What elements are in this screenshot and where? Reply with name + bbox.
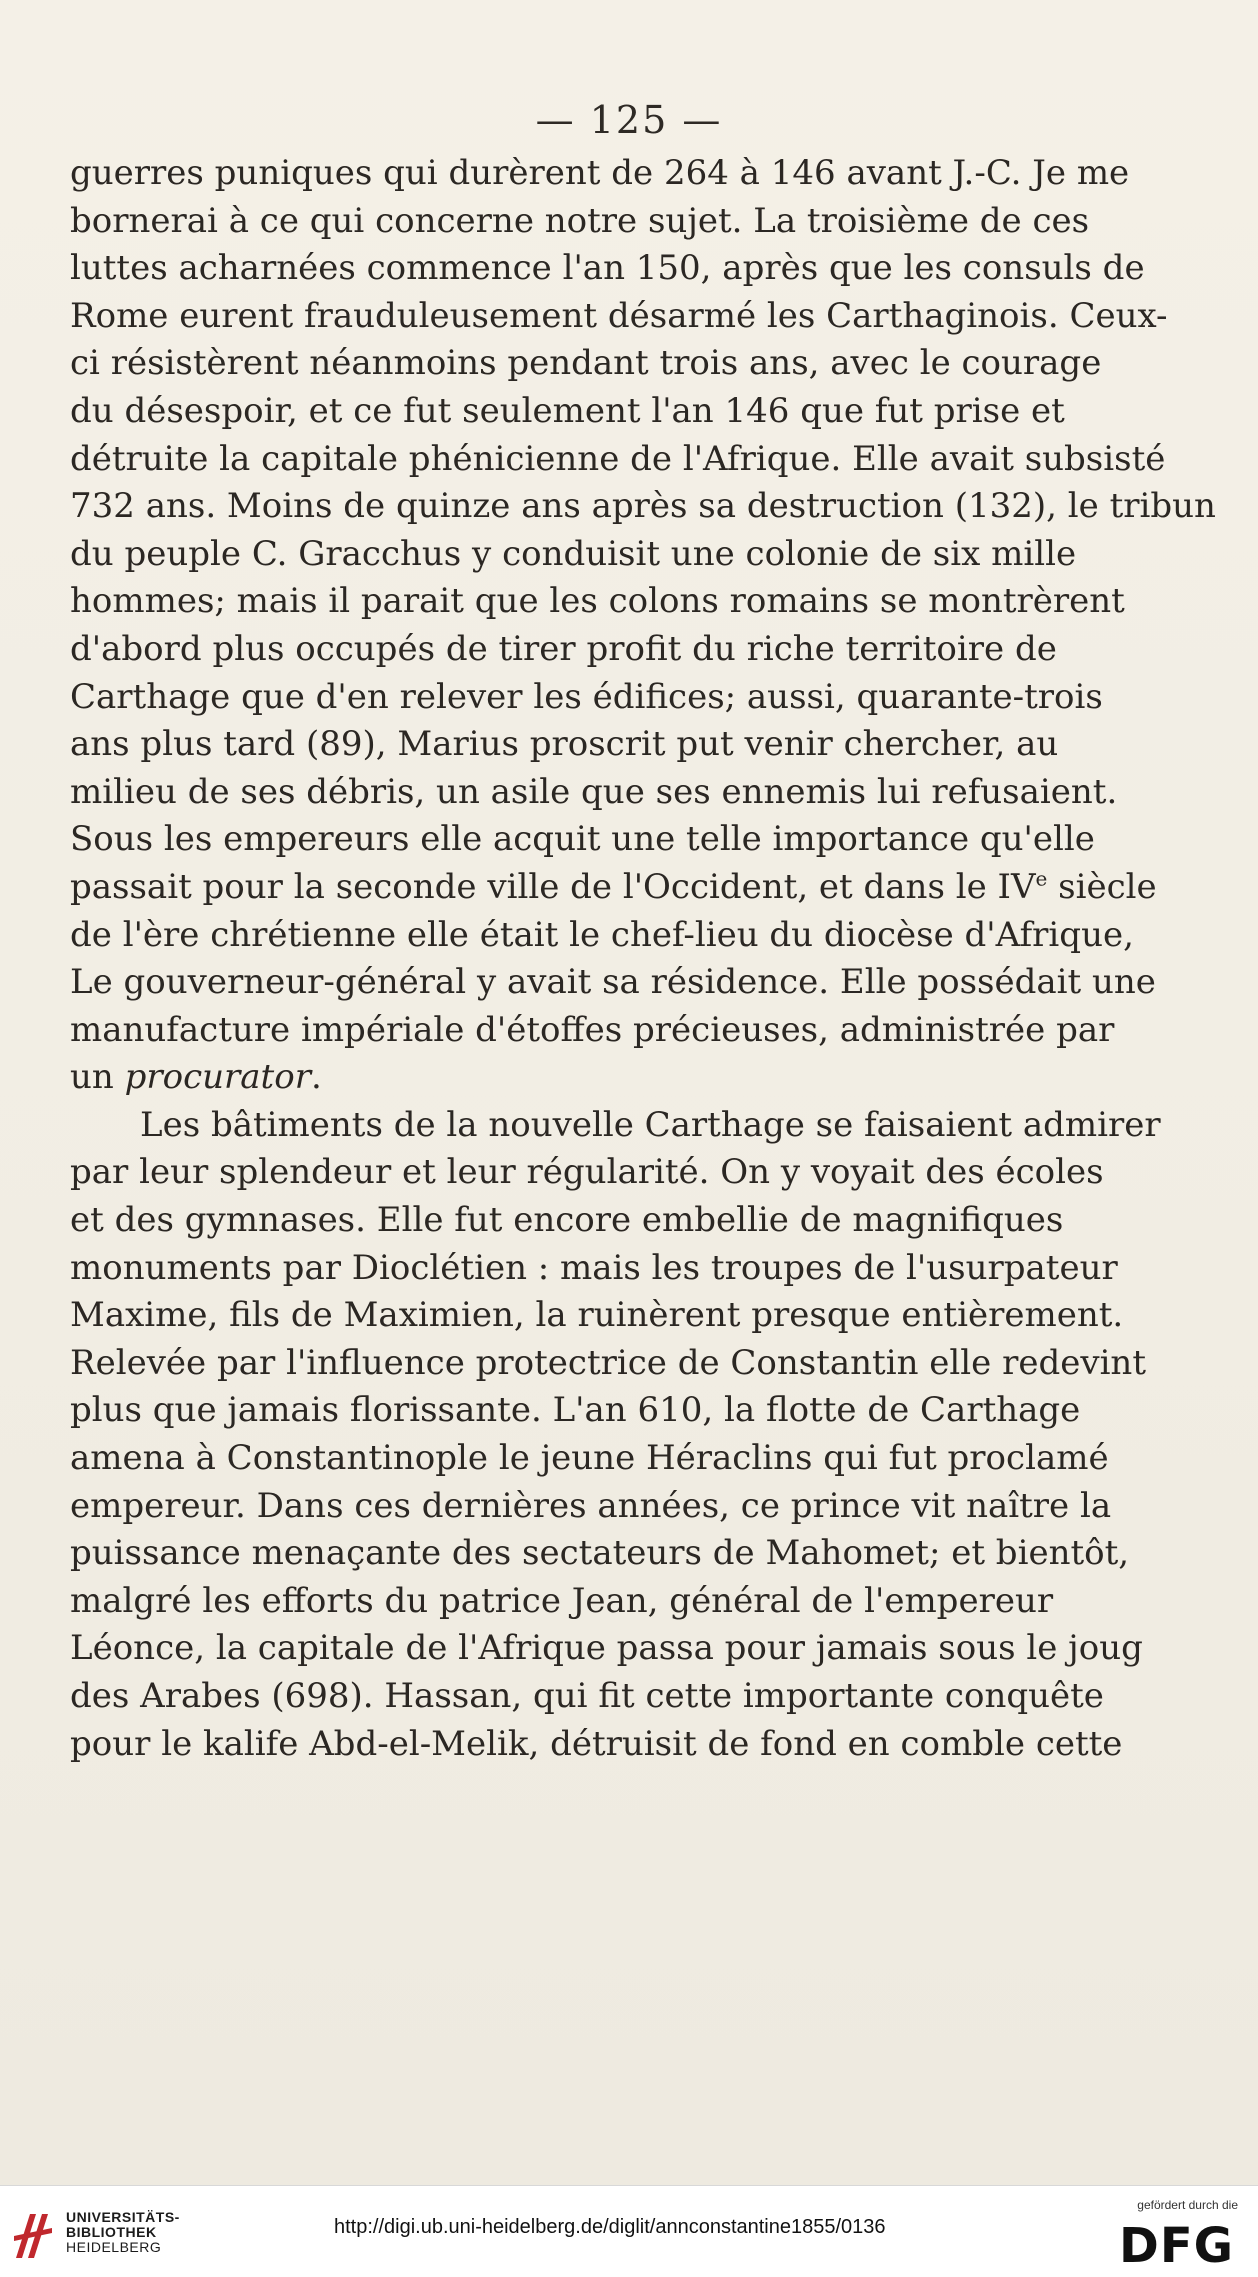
text-line-paragraph-start: Les bâtiments de la nouvelle Carthage se faisaient admirer bbox=[140, 1104, 1161, 1145]
body-text bbox=[70, 150, 1216, 1768]
university-logo-icon bbox=[12, 2206, 56, 2262]
library-name bbox=[66, 2210, 180, 2255]
text-segment: siècle bbox=[1047, 866, 1157, 907]
text-line: monuments par Dioclétien : mais les troupes de l'usurpateur bbox=[70, 1247, 1118, 1288]
text-line: et des gymnases. Elle fut encore embellie de magnifiques bbox=[70, 1200, 1064, 1241]
text-segment: un bbox=[70, 1057, 114, 1098]
library-name-line: UNIVERSITÄTS- bbox=[66, 2209, 180, 2225]
text-line: Carthage que d'en relever les édifices; aussi, quarante-trois bbox=[70, 676, 1103, 717]
text-line: Relevée par l'influence protectrice de Constantin elle redevint bbox=[70, 1342, 1146, 1383]
text-line: malgré les efforts du patrice Jean, général de l'empereur bbox=[70, 1580, 1054, 1621]
text-line: puissance menaçante des sectateurs de Mahomet; et bientôt, bbox=[70, 1533, 1130, 1574]
text-line-procurator bbox=[70, 1054, 1028, 1102]
text-line: détruite la capitale phénicienne de l'Afrique. Elle avait subsisté bbox=[70, 438, 1166, 479]
dfg-logo: DFG bbox=[1118, 2218, 1234, 2274]
text-line: milieu de ses débris, un asile que ses ennemis lui refusaient. bbox=[70, 771, 1118, 812]
text-line: plus que jamais florissante. L'an 610, la flotte de Carthage bbox=[70, 1390, 1081, 1431]
text-line: guerres puniques qui durèrent de 264 à 146 avant J.-C. Je me bbox=[70, 153, 1130, 193]
text-line: de l'ère chrétienne elle était le chef-lieu du diocèse d'Afrique, bbox=[70, 914, 1134, 955]
text-line: hommes; mais il parait que les colons romains se montrèrent bbox=[70, 581, 1125, 622]
text-line: Rome eurent frauduleusement désarmé les Carthaginois. Ceux- bbox=[70, 295, 1168, 336]
text-line: 732 ans. Moins de quinze ans après sa destruction (132), le tribun bbox=[70, 486, 1216, 527]
text-line: Le gouverneur-général y avait sa résidence. Elle possédait une bbox=[70, 962, 1156, 1003]
text-line: d'abord plus occupés de tirer profit du riche territoire de bbox=[70, 628, 1057, 669]
text-line: pour le kalife Abd-el-Melik, détruisit de fond en comble cette bbox=[70, 1723, 1123, 1764]
text-line: ans plus tard (89), Marius proscrit put venir chercher, au bbox=[70, 724, 1059, 765]
text-line: du désespoir, et ce fut seulement l'an 146 que fut prise et bbox=[70, 390, 1065, 431]
dfg-caption: gefördert durch die bbox=[1137, 2198, 1238, 2212]
text-line: amena à Constantinople le jeune Héraclins qui fut proclamé bbox=[70, 1438, 1109, 1479]
superscript-e: e bbox=[1035, 866, 1048, 891]
library-name-line: HEIDELBERG bbox=[66, 2239, 162, 2255]
text-line: ci résistèrent néanmoins pendant trois ans, avec le courage bbox=[70, 343, 1102, 384]
text-segment: passait pour la seconde ville de l'Occident, et dans le IV bbox=[70, 866, 1036, 907]
library-name-line: BIBLIOTHEK bbox=[66, 2224, 157, 2240]
text-segment: . bbox=[310, 1057, 322, 1098]
text-line: Léonce, la capitale de l'Afrique passa pour jamais sous le joug bbox=[70, 1628, 1143, 1669]
text-line: manufacture impériale d'étoffes précieuses, administrée par bbox=[70, 1009, 1115, 1050]
text-line: des Arabes (698). Hassan, qui fit cette importante conquête bbox=[70, 1676, 1104, 1716]
viewer-footer bbox=[0, 2185, 1258, 2277]
text-line: empereur. Dans ces dernières années, ce prince vit naître la bbox=[70, 1485, 1112, 1526]
text-line: Maxime, fils de Maximien, la ruinèrent presque entièrement. bbox=[70, 1295, 1124, 1336]
permalink-url[interactable]: http://digi.ub.uni-heidelberg.de/diglit/annconstantine1855/0136 bbox=[334, 2216, 886, 2238]
text-line: Sous les empereurs elle acquit une telle importance qu'elle bbox=[70, 819, 1095, 860]
text-line-century bbox=[70, 864, 1157, 912]
text-line: du peuple C. Gracchus y conduisit une colonie de six mille bbox=[70, 533, 1077, 574]
text-line: par leur splendeur et leur régularité. On y voyait des écoles bbox=[70, 1152, 1104, 1193]
text-line: luttes acharnées commence l'an 150, après que les consuls de bbox=[70, 248, 1145, 289]
italic-word: procurator bbox=[124, 1057, 311, 1098]
text-line: bornerai à ce qui concerne notre sujet. La troisième de ces bbox=[70, 200, 1090, 241]
page-number: — 125 — bbox=[535, 98, 723, 142]
